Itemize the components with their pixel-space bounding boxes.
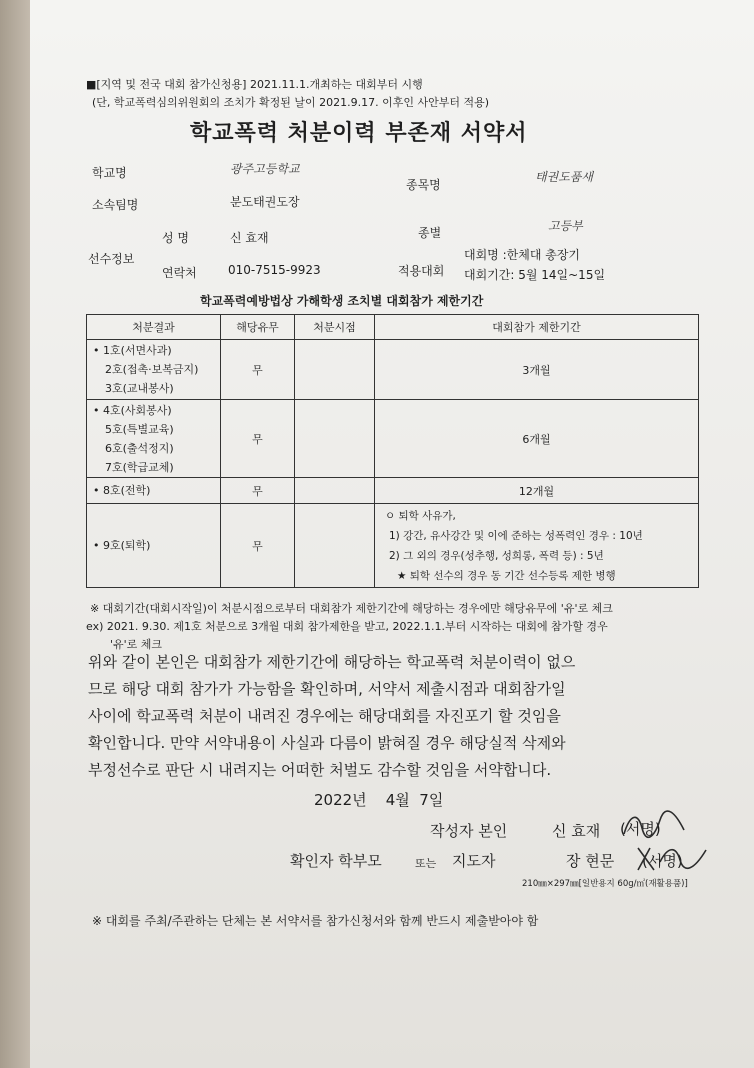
result-item: • 1호(서면사과) — [93, 344, 172, 357]
writer-signature-icon — [620, 808, 688, 842]
limit-cell: 3개월 — [375, 340, 699, 400]
applicable-cell: 무 — [221, 340, 295, 400]
table-row — [87, 478, 699, 504]
contact-label: 연락처 — [162, 266, 197, 280]
result-cell — [87, 400, 221, 478]
expulsion-note-line: ★ 퇴학 선수의 경우 동 기간 선수등록 제한 병행 — [397, 569, 616, 582]
pledge-line: 확인합니다. 만약 서약내용이 사실과 다름이 밝혀질 경우 해당실적 삭제와 — [88, 734, 566, 752]
pledge-line: 므로 해당 대회 참가가 가능함을 확인하며, 서약서 제출시점과 대회참가일 — [88, 680, 566, 698]
contest-name: 대회명 :한체대 총장기 — [464, 248, 581, 262]
pledge-paragraph — [88, 649, 708, 784]
expulsion-note-line: 1) 강간, 유사강간 및 이에 준하는 성폭력인 경우 : 10년 — [389, 529, 643, 542]
pledge-line: 위와 같이 본인은 대회참가 제한기간에 해당하는 학교폭력 처분이력이 없으 — [88, 653, 576, 671]
result-item: 2호(접촉·보복금지) — [105, 363, 199, 376]
paper-spec: 210㎜×297㎜[일반용지 60g/㎡(재활용품)] — [522, 879, 688, 889]
table-surface — [0, 0, 30, 1068]
expulsion-note-line: ㅇ 퇴학 사유가, — [385, 509, 456, 522]
table-row — [87, 400, 699, 478]
result-cell — [87, 340, 221, 400]
result-cell — [87, 478, 221, 504]
document-title: 학교폭력 처분이력 부존재 서약서 — [190, 121, 528, 146]
result-item: 5호(특별교육) — [105, 422, 174, 436]
table-title: 학교폭력예방법상 가해학생 조치별 대회참가 제한기간 — [200, 294, 484, 308]
note-3: '유'로 체크 — [110, 638, 163, 651]
limit-cell: 6개월 — [375, 400, 699, 478]
confirmer-label: 확인자 학부모 — [290, 852, 382, 870]
result-item: 3호(교내봉사) — [105, 382, 174, 395]
apply-contest-label: 적용대회 — [398, 264, 445, 278]
footer-note: ※ 대회를 주최/주관하는 단체는 본 서약서를 참가신청서와 함께 반드시 제출받아야 함 — [92, 914, 539, 928]
header-result: 처분결과 — [87, 315, 221, 340]
contact-value: 010-7515-9923 — [228, 263, 321, 277]
pledge-line: 부정선수로 판단 시 내려지는 어떠한 처벌도 감수할 것임을 서약합니다. — [88, 761, 552, 779]
writer-signature-label: (서명) — [620, 820, 661, 838]
header-note-1: ■[지역 및 전국 대회 참가신청용] 2021.11.1.개최하는 대회부터 시행 — [86, 78, 423, 91]
table-row — [87, 340, 699, 400]
team-label: 소속팀명 — [92, 198, 139, 212]
applicable-cell: 무 — [221, 504, 295, 588]
category-label: 종별 — [418, 226, 442, 240]
restriction-table — [86, 314, 699, 588]
result-item: • 9호(퇴학) — [93, 539, 151, 552]
time-cell — [295, 340, 375, 400]
confirmer-or: 또는 — [415, 857, 437, 870]
limit-cell: 12개월 — [375, 478, 699, 504]
table-row — [87, 504, 699, 588]
result-item: • 8호(전학) — [93, 484, 151, 497]
note-2: ex) 2021. 9.30. 제1호 처분으로 3개월 대회 참가제한을 받고, 2022.1.1.부터 시작하는 대회에 참가할 경우 — [86, 620, 608, 633]
event-label: 종목명 — [406, 178, 441, 192]
header-time: 처분시점 — [295, 315, 375, 340]
result-item: 6호(출석정지) — [105, 441, 174, 455]
limit-cell — [375, 504, 699, 588]
time-cell — [295, 504, 375, 588]
name-label: 성 명 — [162, 231, 189, 245]
note-1: ※ 대회기간(대회시작일)이 처분시점으로부터 대회참가 제한기간에 해당하는 경우에만 해당유무에 '유'로 체크 — [90, 602, 613, 615]
event-value: 태권도품새 — [535, 170, 593, 184]
confirmer-signature-label: (서명) — [642, 852, 683, 870]
applicable-cell: 무 — [221, 400, 295, 478]
time-cell — [295, 400, 375, 478]
confirmer-signature-icon — [632, 840, 712, 876]
writer-name: 신 효재 — [552, 822, 601, 840]
confirmer-name: 장 현문 — [566, 852, 615, 870]
result-cell — [87, 504, 221, 588]
header-limit: 대회참가 제한기간 — [375, 315, 699, 340]
result-item: • 4호(사회봉사) — [93, 403, 172, 417]
team-value: 분도태권도장 — [230, 195, 300, 209]
result-item: 7호(학급교체) — [105, 460, 174, 474]
category-value: 고등부 — [548, 219, 583, 233]
confirmer-role: 지도자 — [452, 852, 496, 870]
expulsion-note-line: 2) 그 외의 경우(성추행, 성희롱, 폭력 등) : 5년 — [389, 549, 604, 562]
contest-period: 대회기간: 5월 14일~15일 — [464, 268, 606, 282]
time-cell — [295, 478, 375, 504]
pledge-line: 사이에 학교폭력 처분이 내려진 경우에는 해당대회를 자진포기 할 것임을 — [88, 707, 561, 725]
header-note-2: (단, 학교폭력심의위원회의 조치가 확정된 날이 2021.9.17. 이후인 사안부터 적용) — [92, 96, 490, 109]
school-value: 광주고등학교 — [230, 162, 300, 176]
writer-label: 작성자 본인 — [430, 822, 508, 840]
table-header-row — [87, 315, 699, 340]
name-value: 신 효재 — [230, 231, 269, 245]
header-applicable: 해당유무 — [221, 315, 295, 340]
pledge-date: 2022년 4월 7일 — [314, 791, 444, 809]
applicable-cell: 무 — [221, 478, 295, 504]
school-label: 학교명 — [92, 166, 127, 180]
player-info-label: 선수정보 — [88, 252, 135, 266]
